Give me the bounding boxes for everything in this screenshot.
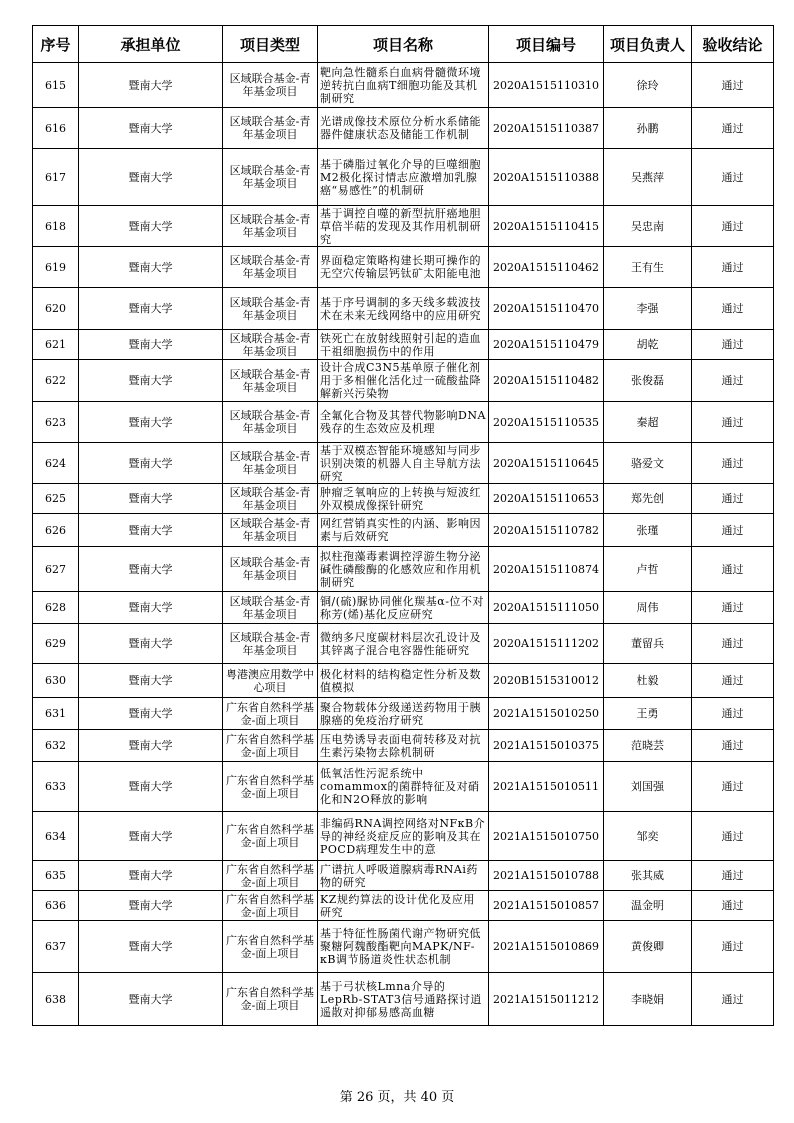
cell-project-name-text: 网红营销真实性的内涵、影响因素与后效研究 [320, 517, 481, 543]
cell-project-name-text: 拟柱孢藻毒素调控浮游生物分泌碱性磷酸酶的化感效应和作用机制研究 [320, 549, 481, 589]
cell-project-name-text: 靶向急性髓系白血病骨髓微环境逆转抗白血病T细胞功能及其机制研究 [320, 65, 481, 105]
table-row [33, 921, 774, 973]
page-footer: 第 26 页，共 40 页 [339, 1090, 455, 1105]
cell-unit: 暨南大学 [79, 973, 223, 1026]
cell-type-text: 区域联合基金-青年基金项目 [229, 367, 311, 394]
cell-leader: 范晓芸 [604, 730, 692, 762]
table-row [33, 762, 774, 812]
table-row [33, 443, 774, 484]
cell-no: 631 [33, 698, 79, 730]
cell-project-name [318, 149, 489, 206]
cell-project-name [318, 921, 489, 973]
table-row [33, 973, 774, 1026]
cell-result: 通过 [692, 108, 774, 149]
cell-type [223, 812, 318, 861]
cell-type-text: 区域联合基金-青年基金项目 [229, 115, 311, 141]
cell-unit: 暨南大学 [79, 861, 223, 891]
cell-project-name-text: 肿瘤乏氧响应的上转换与短波红外双模成像探针研究 [320, 485, 481, 512]
cell-result: 通过 [692, 402, 774, 443]
cell-type-text: 区域联合基金-青年基金项目 [229, 72, 311, 98]
cell-type [223, 514, 318, 547]
cell-project-code: 2020A1515111202 [489, 624, 604, 664]
cell-type [223, 360, 318, 402]
cell-unit: 暨南大学 [79, 592, 223, 624]
cell-project-name-text: 铁死亡在放射线照射引起的造血干祖细胞损伤中的作用 [320, 331, 481, 358]
cell-leader: 张俊磊 [604, 360, 692, 402]
cell-no: 618 [33, 206, 79, 247]
cell-leader: 杜毅 [604, 664, 692, 698]
cell-project-code: 2020A1515110535 [489, 402, 604, 443]
header-result: 验收结论 [692, 26, 774, 63]
cell-result: 通过 [692, 484, 774, 514]
table-header-row [33, 26, 774, 63]
cell-project-name [318, 762, 489, 812]
cell-unit: 暨南大学 [79, 108, 223, 149]
cell-project-code: 2021A1515010511 [489, 762, 604, 812]
cell-leader: 吴燕萍 [604, 149, 692, 206]
cell-type-text: 区域联合基金-青年基金项目 [229, 556, 311, 582]
cell-type [223, 108, 318, 149]
cell-project-name-text: KZ规约算法的设计优化及应用研究 [320, 892, 475, 919]
cell-type [223, 547, 318, 592]
cell-unit: 暨南大学 [79, 514, 223, 547]
cell-result: 通过 [692, 664, 774, 698]
cell-type-text: 区域联合基金-青年基金项目 [229, 594, 311, 621]
cell-unit: 暨南大学 [79, 360, 223, 402]
table-row [33, 730, 774, 762]
cell-type [223, 247, 318, 288]
table-row [33, 514, 774, 547]
cell-leader: 卢哲 [604, 547, 692, 592]
cell-result: 通过 [692, 891, 774, 921]
cell-project-name [318, 973, 489, 1026]
cell-no: 629 [33, 624, 79, 664]
cell-type [223, 402, 318, 443]
cell-project-name [318, 63, 489, 108]
cell-project-code: 2020A1515110310 [489, 63, 604, 108]
cell-project-code: 2021A1515010857 [489, 891, 604, 921]
cell-project-code: 2020A1515110387 [489, 108, 604, 149]
cell-no: 627 [33, 547, 79, 592]
cell-result: 通过 [692, 547, 774, 592]
cell-project-code: 2020B1515310012 [489, 664, 604, 698]
cell-leader: 王勇 [604, 698, 692, 730]
cell-project-name-text: 基于磷脂过氧化介导的巨噬细胞M2极化探讨情志应激增加乳腺癌“易感性”的机制研 [320, 157, 481, 197]
cell-no: 623 [33, 402, 79, 443]
cell-project-name-text: 铜/(硫)脲协同催化羰基α-位不对称芳(烯)基化反应研究 [320, 594, 484, 621]
cell-project-code: 2020A1515111050 [489, 592, 604, 624]
cell-type [223, 484, 318, 514]
cell-no: 632 [33, 730, 79, 762]
cell-result: 通过 [692, 921, 774, 973]
cell-unit: 暨南大学 [79, 698, 223, 730]
cell-project-code: 2021A1515010788 [489, 861, 604, 891]
cell-project-name-text: 聚合物载体分级递送药物用于胰腺癌的免疫治疗研究 [320, 700, 481, 727]
table-row [33, 592, 774, 624]
table-row [33, 624, 774, 664]
cell-type [223, 973, 318, 1026]
cell-unit: 暨南大学 [79, 730, 223, 762]
cell-project-code: 2020A1515110388 [489, 149, 604, 206]
cell-project-code: 2020A1515110415 [489, 206, 604, 247]
table-row [33, 360, 774, 402]
cell-project-name-text: 基于双模态智能环境感知与同步识别决策的机器人自主导航方法研究 [320, 443, 481, 483]
table-row [33, 402, 774, 443]
table-row [33, 108, 774, 149]
cell-project-name-text: 低氧活性污泥系统中comammox的菌群特征及对硝化和N2O释放的影响 [320, 767, 480, 806]
cell-no: 628 [33, 592, 79, 624]
cell-project-code: 2021A1515010250 [489, 698, 604, 730]
cell-project-code: 2020A1515110482 [489, 360, 604, 402]
cell-project-name-text: 极化材料的结构稳定性分析及数值模拟 [320, 667, 481, 694]
cell-type-text: 广东省自然科学基金-面上项目 [226, 773, 314, 800]
cell-result: 通过 [692, 360, 774, 402]
table-row [33, 664, 774, 698]
cell-leader: 吴忠南 [604, 206, 692, 247]
cell-leader: 王有生 [604, 247, 692, 288]
cell-unit: 暨南大学 [79, 288, 223, 330]
cell-leader: 董留兵 [604, 624, 692, 664]
cell-result: 通过 [692, 861, 774, 891]
cell-project-code: 2020A1515110470 [489, 288, 604, 330]
cell-type-text: 广东省自然科学基金-面上项目 [226, 933, 314, 960]
table-row [33, 247, 774, 288]
cell-unit: 暨南大学 [79, 484, 223, 514]
cell-project-code: 2021A1515010869 [489, 921, 604, 973]
cell-unit: 暨南大学 [79, 624, 223, 664]
cell-type [223, 762, 318, 812]
table-row [33, 288, 774, 330]
cell-leader: 李晓娟 [604, 973, 692, 1026]
table-row [33, 547, 774, 592]
cell-unit: 暨南大学 [79, 891, 223, 921]
cell-type-text: 广东省自然科学基金-面上项目 [226, 862, 314, 889]
cell-project-name [318, 861, 489, 891]
cell-no: 637 [33, 921, 79, 973]
cell-result: 通过 [692, 63, 774, 108]
cell-project-name [318, 698, 489, 730]
cell-project-name [318, 730, 489, 762]
cell-result: 通过 [692, 149, 774, 206]
cell-result: 通过 [692, 762, 774, 812]
table-row [33, 484, 774, 514]
cell-no: 635 [33, 861, 79, 891]
cell-result: 通过 [692, 206, 774, 247]
cell-project-name [318, 330, 489, 360]
cell-type-text: 区域联合基金-青年基金项目 [229, 213, 311, 239]
cell-no: 621 [33, 330, 79, 360]
cell-result: 通过 [692, 288, 774, 330]
cell-unit: 暨南大学 [79, 547, 223, 592]
cell-leader: 黄俊卿 [604, 921, 692, 973]
table-row [33, 861, 774, 891]
header-code: 项目编号 [489, 26, 604, 63]
cell-project-name [318, 108, 489, 149]
cell-no: 619 [33, 247, 79, 288]
cell-result: 通过 [692, 730, 774, 762]
cell-leader: 张其威 [604, 861, 692, 891]
cell-project-name-text: 设计合成C3N5基单原子催化剂用于多相催化活化过一硫酸盐降解新兴污染物 [320, 361, 481, 400]
cell-result: 通过 [692, 443, 774, 484]
cell-result: 通过 [692, 624, 774, 664]
cell-result: 通过 [692, 330, 774, 360]
cell-unit: 暨南大学 [79, 149, 223, 206]
cell-type [223, 149, 318, 206]
cell-project-code: 2020A1515110645 [489, 443, 604, 484]
cell-type-text: 广东省自然科学基金-面上项目 [226, 700, 314, 727]
cell-type-text: 广东省自然科学基金-面上项目 [226, 892, 314, 919]
cell-leader: 周伟 [604, 592, 692, 624]
cell-unit: 暨南大学 [79, 63, 223, 108]
cell-type [223, 921, 318, 973]
cell-leader: 张瑾 [604, 514, 692, 547]
cell-project-name [318, 484, 489, 514]
cell-project-code: 2021A1515010750 [489, 812, 604, 861]
cell-unit: 暨南大学 [79, 247, 223, 288]
cell-unit: 暨南大学 [79, 762, 223, 812]
table-row [33, 891, 774, 921]
cell-project-name-text: 非编码RNA调控网络对NFκB介导的神经炎症反应的影响及其在POCD病理发生中的意 [320, 816, 486, 856]
table-row [33, 149, 774, 206]
cell-project-name [318, 891, 489, 921]
cell-unit: 暨南大学 [79, 812, 223, 861]
cell-leader: 刘国强 [604, 762, 692, 812]
cell-type [223, 664, 318, 698]
cell-leader: 胡乾 [604, 330, 692, 360]
cell-project-code: 2020A1515110782 [489, 514, 604, 547]
cell-type-text: 区域联合基金-青年基金项目 [229, 409, 311, 435]
cell-project-name-text: 广谱抗人呼吸道腺病毒RNAi药物的研究 [320, 862, 478, 889]
cell-type [223, 730, 318, 762]
table-row [33, 63, 774, 108]
cell-leader: 李强 [604, 288, 692, 330]
cell-project-name-text: 基于调控自噬的新型抗肝癌地胆草倍半萜的发现及其作用机制研究 [320, 206, 481, 246]
cell-leader: 温金明 [604, 891, 692, 921]
project-acceptance-table [32, 25, 774, 1026]
cell-project-name-text: 界面稳定策略构建长期可操作的无空穴传输层钙钛矿太阳能电池 [320, 254, 481, 280]
cell-leader: 邹奕 [604, 812, 692, 861]
cell-no: 630 [33, 664, 79, 698]
header-leader: 项目负责人 [604, 26, 692, 63]
cell-type-text: 广东省自然科学基金-面上项目 [226, 732, 314, 759]
cell-type [223, 63, 318, 108]
cell-project-name [318, 812, 489, 861]
cell-type [223, 288, 318, 330]
cell-type-text: 区域联合基金-青年基金项目 [229, 295, 311, 322]
cell-unit: 暨南大学 [79, 402, 223, 443]
header-type: 项目类型 [223, 26, 318, 63]
cell-project-name [318, 592, 489, 624]
cell-project-name [318, 624, 489, 664]
cell-no: 638 [33, 973, 79, 1026]
cell-project-code: 2021A1515011212 [489, 973, 604, 1026]
cell-project-name [318, 443, 489, 484]
cell-leader: 徐玲 [604, 63, 692, 108]
header-no: 序号 [33, 26, 79, 63]
cell-leader: 秦超 [604, 402, 692, 443]
cell-result: 通过 [692, 247, 774, 288]
cell-leader: 郑先创 [604, 484, 692, 514]
cell-project-name-text: 基于弓状核Lmna介导的LepRb-STAT3信号通路探讨逍遥散对抑郁易感高血糖 [320, 979, 482, 1019]
cell-project-name [318, 402, 489, 443]
cell-project-code: 2020A1515110479 [489, 330, 604, 360]
cell-type [223, 443, 318, 484]
cell-no: 624 [33, 443, 79, 484]
cell-result: 通过 [692, 973, 774, 1026]
cell-no: 615 [33, 63, 79, 108]
cell-type-text: 广东省自然科学基金-面上项目 [226, 823, 314, 849]
cell-leader: 骆爱文 [604, 443, 692, 484]
cell-type-text: 区域联合基金-青年基金项目 [229, 254, 311, 280]
cell-project-name-text: 微纳多尺度碳材料层次孔设计及其锌离子混合电容器性能研究 [320, 630, 481, 657]
cell-type [223, 330, 318, 360]
cell-type [223, 861, 318, 891]
cell-type [223, 891, 318, 921]
table-row [33, 206, 774, 247]
cell-project-name [318, 206, 489, 247]
cell-no: 634 [33, 812, 79, 861]
cell-type-text: 区域联合基金-青年基金项目 [229, 630, 311, 657]
table-row [33, 330, 774, 360]
cell-type-text: 区域联合基金-青年基金项目 [229, 331, 311, 358]
cell-type-text: 区域联合基金-青年基金项目 [229, 517, 311, 543]
cell-type-text: 粤港澳应用数学中心项目 [226, 667, 314, 694]
cell-project-name-text: 基于特征性肠菌代谢产物研究低聚糖阿魏酸酯靶向MAPK/NF-κB调节肠道炎性状态机制 [320, 927, 481, 966]
cell-result: 通过 [692, 514, 774, 547]
cell-project-code: 2020A1515110462 [489, 247, 604, 288]
cell-unit: 暨南大学 [79, 330, 223, 360]
cell-project-name [318, 547, 489, 592]
cell-no: 620 [33, 288, 79, 330]
cell-no: 636 [33, 891, 79, 921]
cell-project-name [318, 664, 489, 698]
cell-project-name [318, 514, 489, 547]
cell-unit: 暨南大学 [79, 206, 223, 247]
cell-project-code: 2020A1515110874 [489, 547, 604, 592]
cell-project-name [318, 288, 489, 330]
cell-unit: 暨南大学 [79, 921, 223, 973]
cell-result: 通过 [692, 592, 774, 624]
cell-project-name-text: 基于序号调制的多天线多载波技术在未来无线网络中的应用研究 [320, 295, 481, 322]
cell-type-text: 区域联合基金-青年基金项目 [229, 164, 311, 190]
cell-no: 633 [33, 762, 79, 812]
cell-project-code: 2020A1515110653 [489, 484, 604, 514]
table-row [33, 698, 774, 730]
cell-no: 617 [33, 149, 79, 206]
cell-project-code: 2021A1515010375 [489, 730, 604, 762]
cell-type [223, 206, 318, 247]
cell-no: 626 [33, 514, 79, 547]
cell-type-text: 区域联合基金-青年基金项目 [229, 450, 311, 476]
cell-unit: 暨南大学 [79, 443, 223, 484]
cell-project-name-text: 压电势诱导表面电荷转移及对抗生素污染物去除机制研 [320, 732, 481, 759]
cell-unit: 暨南大学 [79, 664, 223, 698]
cell-no: 616 [33, 108, 79, 149]
cell-type-text: 区域联合基金-青年基金项目 [229, 485, 311, 512]
cell-type-text: 广东省自然科学基金-面上项目 [226, 986, 314, 1012]
cell-result: 通过 [692, 698, 774, 730]
cell-type [223, 592, 318, 624]
cell-result: 通过 [692, 812, 774, 861]
cell-project-name-text: 光谱成像技术原位分析水系储能器件健康状态及储能工作机制 [320, 115, 481, 141]
cell-no: 622 [33, 360, 79, 402]
cell-project-name-text: 全氟化合物及其替代物影响DNA残存的生态效应及机理 [320, 409, 486, 435]
cell-project-name [318, 247, 489, 288]
cell-no: 625 [33, 484, 79, 514]
cell-type [223, 698, 318, 730]
cell-project-name [318, 360, 489, 402]
cell-leader: 孙鹏 [604, 108, 692, 149]
table-row [33, 812, 774, 861]
cell-type [223, 624, 318, 664]
header-name: 项目名称 [318, 26, 489, 63]
header-unit: 承担单位 [79, 26, 223, 63]
